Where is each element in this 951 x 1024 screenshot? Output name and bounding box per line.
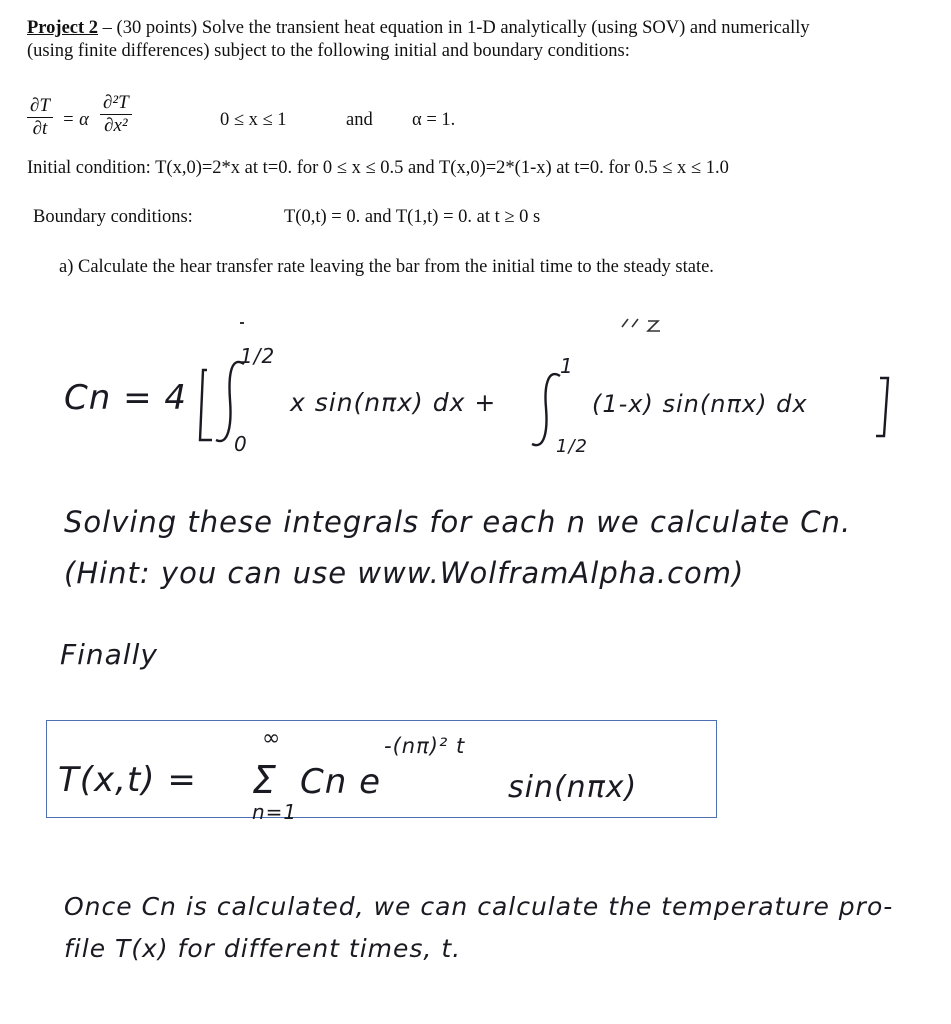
lhs-denominator: ∂t <box>32 118 48 139</box>
boundary-value: T(0,t) = 0. and T(1,t) = 0. at t ≥ 0 s <box>284 207 541 227</box>
lhs-numerator: ∂T <box>27 96 53 118</box>
integrand-1: x sin(nπx) dx + <box>290 388 497 417</box>
sum-lower-limit: n=1 <box>252 800 298 824</box>
closing-line-2: file T(x) for different times, t. <box>64 934 462 963</box>
domain-range: 0 ≤ x ≤ 1 <box>220 110 287 130</box>
solution-sin: sin(nπx) <box>508 770 638 805</box>
integrand-2: (1-x) sin(nπx) dx <box>592 390 808 418</box>
rhs-denominator: ∂x² <box>104 115 128 136</box>
cn-lhs: Cn = 4 <box>64 378 188 418</box>
upper-limit-2: 1 <box>560 354 574 378</box>
solving-line-1: Solving these integrals for each n we calculate Cn. <box>64 505 852 539</box>
boundary-label: Boundary conditions: <box>33 207 193 227</box>
question-a: a) Calculate the hear transfer rate leaving the bar from the initial time to the steady state. <box>59 257 714 277</box>
sum-upper-limit: ∞ <box>262 726 282 751</box>
equals-alpha: = α <box>62 110 89 130</box>
lower-limit-1: 0 <box>234 432 248 456</box>
finally-label: Finally <box>60 638 158 671</box>
initial-condition: Initial condition: T(x,0)=2*x at t=0. for 0 ≤ x ≤ 0.5 and T(x,0)=2*(1-x) at t=0. for 0.5 ≤ x ≤ 1.0 <box>27 158 729 178</box>
problem-statement-line-2: (using finite differences) subject to the following initial and boundary conditions: <box>27 41 630 61</box>
lower-limit-2: 1/2 <box>556 436 588 457</box>
alpha-value: α = 1. <box>412 110 456 130</box>
closing-line-1: Once Cn is calculated, we can calculate the temperature pro- <box>64 892 894 921</box>
problem-statement-text: – (30 points) Solve the transient heat equation in 1-D analytically (using SOV) and numerically <box>102 18 810 38</box>
solution-cn-e: Cn e <box>300 762 382 802</box>
exponent: -(nπ)² t <box>384 734 466 758</box>
project-title: Project 2 <box>27 18 99 38</box>
solution-lhs: T(x,t) = <box>58 760 197 800</box>
sigma-symbol: Σ <box>252 758 278 802</box>
upper-limit-1: 1/2 <box>240 344 276 368</box>
rhs-numerator: ∂²T <box>100 93 132 115</box>
solving-line-2: (Hint: you can use www.WolframAlpha.com) <box>64 556 745 590</box>
and-word: and <box>346 110 373 130</box>
